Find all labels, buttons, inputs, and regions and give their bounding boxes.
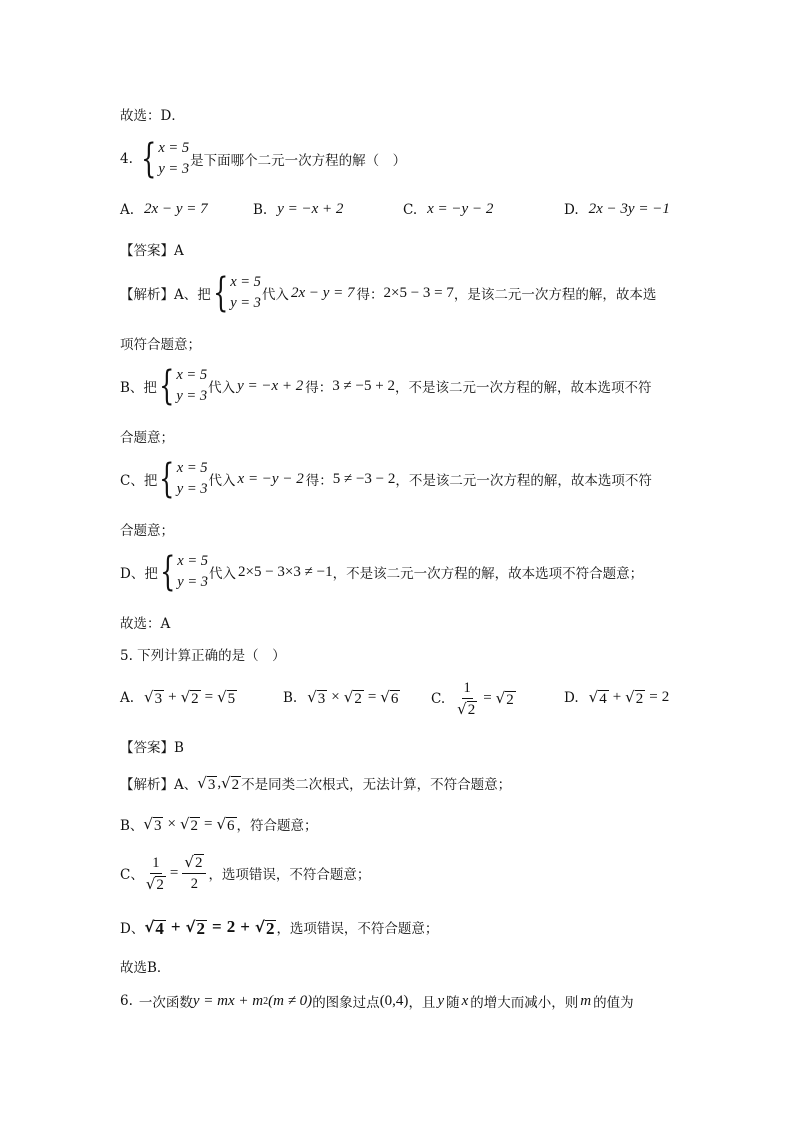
sqrt-expression: √ 6 [380, 688, 399, 707]
q5-conclusion: 故选B． [120, 960, 171, 976]
sqrt-expression: √ 3 [197, 773, 216, 793]
equation-system: { x = 5 y = 3 [140, 136, 190, 182]
sqrt-expression: √ 3 [144, 688, 163, 707]
sqrt-expression: √ 3 [143, 814, 162, 834]
sqrt-expression: √ 2 [221, 773, 240, 793]
brace-icon: { [212, 270, 229, 316]
equation-system: { x = 5 y = 3 [159, 549, 209, 595]
equation-system: { x = 5 y = 3 [159, 456, 208, 502]
q3-conclusion: 故选：D． [120, 108, 185, 124]
sqrt-expression: √ 6 [216, 814, 235, 834]
q5-option-d: D. √ 4 + √ 2 = 2 [564, 688, 670, 707]
fraction: 1 √ 2 [457, 680, 476, 718]
sqrt-expression: √ 2 [179, 814, 199, 834]
q5-option-c: C. 1 √ 2 = √ 2 [431, 680, 514, 718]
q5-explanation-a: 【解析】A、 √ 3 , √ 2 不是同类二次根式，无法计算，不符合题意； [120, 773, 512, 793]
brace-icon: { [140, 136, 157, 182]
sqrt-expression: √ 5 [217, 688, 236, 707]
q4-explanation-b: B、把 { x = 5 y = 3 代入 y = −x + 2 得： 3 ≠ −5 + 2 ，不是该二元一次方程的解，故本选项不符 [120, 363, 652, 409]
q4-option-d: D. 2x − 3y = −1 [564, 201, 670, 218]
sqrt-expression: √ 2 [180, 688, 199, 707]
q4-answer: 【答案】A [120, 243, 184, 259]
sqrt-expression: √ 2 [254, 917, 275, 938]
sqrt-expression: √ 2 [343, 688, 362, 707]
sqrt-expression: √ 2 [495, 689, 514, 708]
brace-icon: { [159, 549, 176, 595]
q4-conclusion: 故选：A [120, 616, 171, 632]
q5-answer: 【答案】B [120, 740, 184, 756]
q4-explanation-c-cont: 合题意； [120, 523, 174, 539]
q5-option-a: A. √ 3 + √ 2 = √ 5 [120, 688, 236, 707]
brace-icon: { [159, 363, 175, 409]
q4-option-a: A. 2x − y = 7 [120, 201, 208, 218]
sqrt-expression: √ 4 [588, 688, 607, 707]
fraction: √ 2 2 [182, 852, 206, 894]
q5-explanation-c: C、 1 √ 2 = √ 2 2 ，选项错误，不符合题意； [120, 853, 371, 893]
q5-stem: 5. 下列计算正确的是（ ） [120, 648, 286, 664]
q5-explanation-b: B、 √ 3 × √ 2 = √ 6 ，符合题意； [120, 814, 318, 834]
q4-explanation-b-cont: 合题意； [120, 430, 174, 446]
q6-stem: 6. 一次函数 y = mx + m 2 (m ≠ 0) 的图象过点 (0,4) ，且 y 随 x 的增大而减小，则 m 的值为 [120, 992, 634, 1011]
fraction: 1 √ 2 [145, 854, 164, 893]
q5-option-b: B. √ 3 × √ 2 = √ 6 [283, 688, 399, 707]
sqrt-expression: √ 4 [144, 917, 164, 938]
sqrt-expression: √ 2 [625, 688, 644, 707]
brace-icon: { [159, 456, 175, 502]
sqrt-expression: √ 3 [307, 688, 326, 707]
q4-explanation-d: D、把 { x = 5 y = 3 代入 2×5 − 3×3 ≠ −1 ，不是该二元一次方程的解，故本选项不符合题意； [120, 549, 644, 595]
q4-explanation-c: C、把 { x = 5 y = 3 代入 x = −y − 2 得： 5 ≠ −3 − 2 ，不是该二元一次方程的解，故本选项不符 [120, 456, 652, 502]
equation-system: { x = 5 y = 3 [159, 363, 208, 409]
q4-option-c: C. x = −y − 2 [403, 201, 494, 218]
q4-explanation-a-cont: 项符合题意； [120, 337, 201, 353]
equation-system: { x = 5 y = 3 [212, 270, 261, 316]
sqrt-expression: √ 2 [185, 917, 206, 938]
q4-explanation-a: 【解析】A、把 { x = 5 y = 3 代入 2x − y = 7 得： 2×5 − 3 = 7 ，是该二元一次方程的解，故本选 [120, 270, 657, 316]
q4-stem: 4. { x = 5 y = 3 是下面哪个二元一次方程的解（ ） [120, 136, 407, 182]
q5-explanation-d: D、 √ 4 + √ 2 = 2 + √ 2 ，选项错误，不符合题意； [120, 917, 439, 938]
q4-option-b: B. y = −x + 2 [253, 201, 344, 218]
